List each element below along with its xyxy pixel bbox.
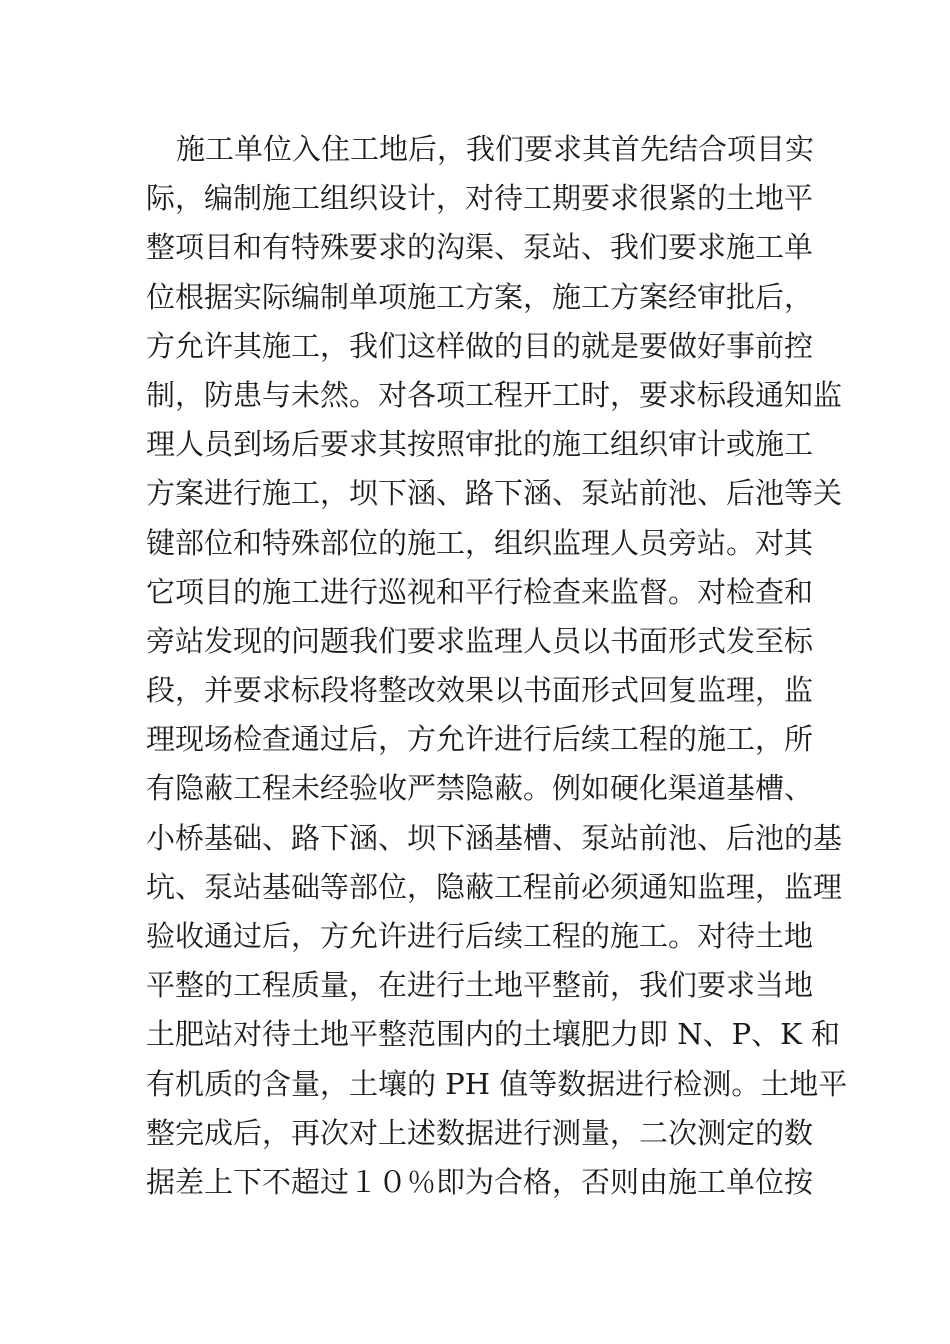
paragraph-line: 位根据实际编制单项施工方案，施工方案经审批后， xyxy=(146,279,814,314)
paragraph-line: 理现场检查通过后，方允许进行后续工程的施工，所 xyxy=(146,722,814,757)
paragraph-line: 整项目和有特殊要求的沟渠、泵站、我们要求施工单 xyxy=(146,230,814,265)
paragraph-line: 际，编制施工组织设计，对待工期要求很紧的土地平 xyxy=(146,181,814,216)
paragraph-line: 坑、泵站基础等部位，隐蔽工程前必须通知监理，监理 xyxy=(146,869,843,904)
paragraph-line: 键部位和特殊部位的施工，组织监理人员旁站。对其 xyxy=(146,525,814,560)
paragraph-line: 制，防患与未然。对各项工程开工时，要求标段通知监 xyxy=(146,377,843,412)
paragraph-line: 验收通过后，方允许进行后续工程的施工。对待土地 xyxy=(146,919,814,953)
paragraph-line: 平整的工程质量，在进行土地平整前，我们要求当地 xyxy=(146,968,814,1003)
paragraph-line: 小桥基础、路下涵、坝下涵基槽、泵站前池、后池的基 xyxy=(146,820,843,855)
paragraph-line: 有机质的含量，土壤的 PH 值等数据进行检测。土地平 xyxy=(146,1066,848,1101)
paragraph-line: 它项目的施工进行巡视和平行检查来监督。对检查和 xyxy=(146,574,814,609)
paragraph-line: 据差上下不超过１０％即为合格，否则由施工单位按 xyxy=(146,1164,814,1199)
paragraph-line: 旁站发现的问题我们要求监理人员以书面形式发至标 xyxy=(146,623,814,658)
paragraph-line: 施工单位入住工地后，我们要求其首先结合项目实 xyxy=(176,132,815,166)
paragraph-line: 方案进行施工，坝下涵、路下涵、泵站前池、后池等关 xyxy=(146,476,843,511)
paragraph-line: 土肥站对待土地平整范围内的土壤肥力即 N、P、K 和 xyxy=(146,1017,840,1052)
paragraph-line: 段，并要求标段将整改效果以书面形式回复监理，监 xyxy=(146,673,814,708)
paragraph-line: 整完成后，再次对上述数据进行测量，二次测定的数 xyxy=(146,1115,814,1150)
paragraph-line: 有隐蔽工程未经验收严禁隐蔽。例如硬化渠道基槽、 xyxy=(146,771,814,806)
body-paragraph xyxy=(146,125,848,1207)
paragraph-line: 方允许其施工，我们这样做的目的就是要做好事前控 xyxy=(146,328,814,363)
paragraph-line: 理人员到场后要求其按照审批的施工组织审计或施工 xyxy=(146,427,814,462)
